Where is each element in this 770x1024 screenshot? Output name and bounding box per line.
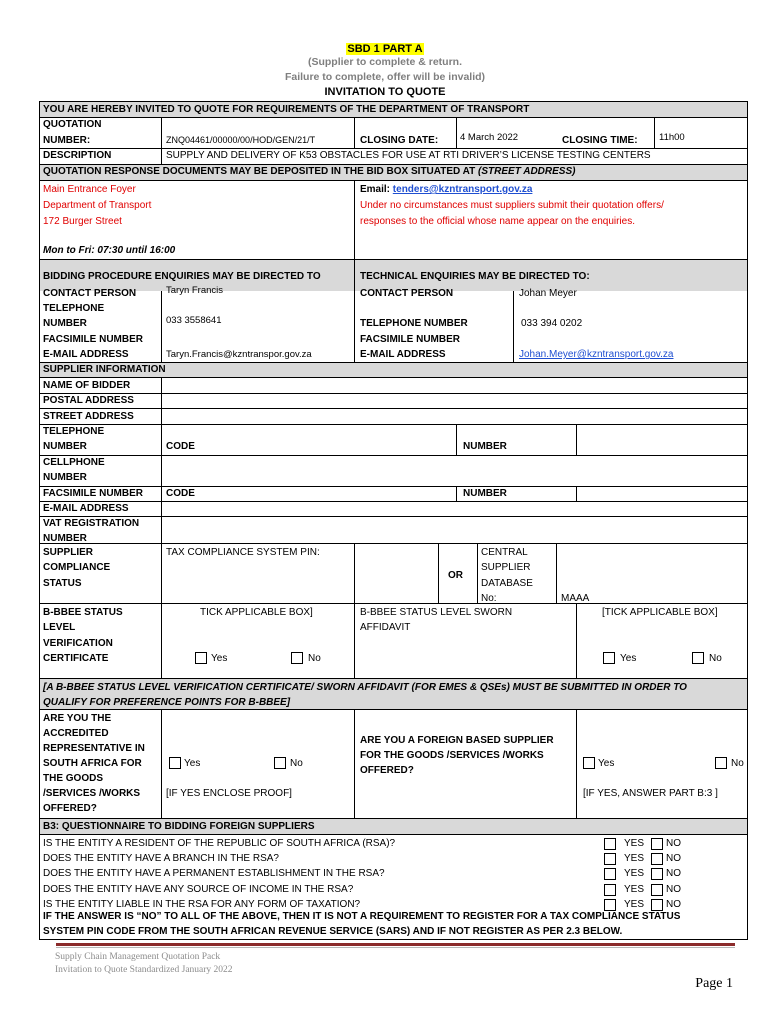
- questionnaire-question: IS THE ENTITY A RESIDENT OF THE REPUBLIC OF SOUTH AFRICA (RSA)?: [43, 838, 396, 849]
- postal-address-field[interactable]: [162, 394, 747, 408]
- questionnaire-no-label: NO: [666, 883, 681, 895]
- or-label: OR: [448, 570, 463, 581]
- footer-rule-thin: [56, 947, 735, 948]
- street-address-label: STREET ADDRESS: [43, 411, 134, 422]
- questionnaire-question: IS THE ENTITY LIABLE IN THE RSA FOR ANY FORM OF TAXATION?: [43, 898, 361, 910]
- deposit-heading: [43, 164, 575, 180]
- quotation-label-1: QUOTATION: [43, 119, 102, 130]
- bbbee-certificate-no-label: No: [308, 653, 321, 664]
- bidding-telephone-label-1: TELEPHONE: [43, 303, 105, 314]
- bidder-name-label: NAME OF BIDDER: [43, 380, 131, 391]
- tender-email-link[interactable]: tenders@kzntransport.gov.za: [392, 184, 533, 195]
- foreign-supplier-yes-checkbox[interactable]: [583, 757, 595, 769]
- cellphone-label-1: CELLPHONE: [43, 457, 105, 468]
- footer-line-1: Supply Chain Management Quotation Pack: [55, 952, 221, 962]
- questionnaire-no-checkbox[interactable]: [651, 853, 663, 865]
- supplier-telephone-label-1: TELEPHONE: [43, 426, 105, 437]
- representative-no-label: No: [290, 758, 303, 769]
- tick-box-left: TICK APPLICABLE BOX]: [200, 607, 313, 618]
- questionnaire-closing-line-2: SYSTEM PIN CODE FROM THE SOUTH AFRICAN REVENUE SERVICE (SARS) AND IF NOT REGISTER AS PER 2.3 BELOW.: [43, 926, 623, 937]
- foreign-supplier-yes-label: Yes: [598, 758, 615, 769]
- questionnaire-yes-label: YES: [624, 868, 645, 880]
- representative-yes-label: Yes: [184, 758, 201, 769]
- closing-date-value[interactable]: 4 March 2022: [460, 132, 519, 143]
- compliance-label-2: COMPLIANCE: [43, 562, 111, 573]
- quotation-form: [39, 101, 748, 940]
- page-number: Page 1: [695, 976, 733, 991]
- csd-label-4: No:: [481, 593, 497, 604]
- representative-label-2: ACCREDITED: [43, 728, 109, 739]
- csd-label-2: SUPPLIER: [481, 562, 531, 573]
- enclose-proof-note: [IF YES ENCLOSE PROOF]: [166, 788, 292, 799]
- bbbee-label-2: LEVEL: [43, 622, 76, 633]
- supplier-note: (Supplier to complete & return.: [307, 56, 462, 68]
- questionnaire-question: DOES THE ENTITY HAVE ANY SOURCE OF INCOME IN THE RSA?: [43, 883, 354, 895]
- supplier-heading: SUPPLIER INFORMATION: [43, 364, 166, 375]
- answer-b3-note: [IF YES, ANSWER PART B:3 ]: [583, 788, 718, 799]
- questionnaire-no-label: NO: [666, 853, 681, 865]
- csd-label-3: DATABASE: [481, 578, 533, 589]
- sworn-affidavit-yes-checkbox[interactable]: [603, 652, 615, 664]
- technical-email-link[interactable]: Johan.Meyer@kzntransport.gov.za: [519, 349, 674, 360]
- tender-email: [360, 182, 532, 198]
- bidding-telephone-label-2: NUMBER: [43, 318, 87, 329]
- representative-label-1: ARE YOU THE: [43, 713, 112, 724]
- technical-email-label: E-MAIL ADDRESS: [360, 349, 446, 360]
- bbbee-notice-line-2: QUALIFY FOR PREFERENCE POINTS FOR B-BBEE]: [43, 697, 291, 708]
- address-line-1: Main Entrance Foyer: [43, 184, 136, 195]
- address-line-2: Department of Transport: [43, 200, 152, 211]
- representative-label-4: SOUTH AFRICA FOR: [43, 758, 142, 769]
- questionnaire-yes-label: YES: [624, 883, 645, 895]
- foreign-supplier-label-1: ARE YOU A FOREIGN BASED SUPPLIER: [360, 735, 554, 746]
- bbbee-certificate-yes-label: Yes: [211, 653, 228, 664]
- foreign-supplier-no-checkbox[interactable]: [715, 757, 727, 769]
- questionnaire-yes-label: YES: [624, 898, 645, 910]
- telephone-number-label: NUMBER: [463, 441, 507, 452]
- questionnaire-yes-checkbox[interactable]: [604, 884, 616, 896]
- questionnaire-yes-label: YES: [624, 853, 645, 865]
- bidding-telephone-value[interactable]: 033 3558641: [166, 315, 222, 326]
- closing-time-label: CLOSING TIME:: [562, 135, 638, 146]
- questionnaire-no-checkbox[interactable]: [651, 884, 663, 896]
- bidding-contact-label: CONTACT PERSON: [43, 288, 137, 299]
- bbbee-label-4: CERTIFICATE: [43, 653, 109, 664]
- tick-box-right: [TICK APPLICABLE BOX]: [602, 607, 718, 618]
- bidder-name-field[interactable]: [162, 378, 747, 393]
- supplier-telephone-label-2: NUMBER: [43, 441, 87, 452]
- failure-note: Failure to complete, offer will be invalid): [284, 71, 486, 83]
- form-title: INVITATION TO QUOTE: [324, 86, 446, 98]
- bbbee-certificate-yes-checkbox[interactable]: [195, 652, 207, 664]
- representative-label-6: /SERVICES /WORKS: [43, 788, 141, 799]
- representative-yes-checkbox[interactable]: [169, 757, 181, 769]
- tax-pin-field[interactable]: [355, 544, 438, 603]
- tax-pin-label: TAX COMPLIANCE SYSTEM PIN:: [166, 547, 320, 558]
- sworn-affidavit-no-checkbox[interactable]: [692, 652, 704, 664]
- compliance-label-3: STATUS: [43, 578, 82, 589]
- supplier-email-field[interactable]: [162, 502, 747, 516]
- csd-label-1: CENTRAL: [481, 547, 528, 558]
- invitation-text: YOU ARE HEREBY INVITED TO QUOTE FOR REQUIREMENTS OF THE DEPARTMENT OF TRANSPORT: [43, 104, 530, 115]
- form-code: [0, 43, 770, 55]
- office-hours: Mon to Fri: 07:30 until 16:00: [43, 245, 176, 256]
- address-line-3: 172 Burger Street: [43, 216, 122, 227]
- facsimile-number-field[interactable]: [577, 487, 747, 501]
- notice-line-2: responses to the official whose name appear on the enquiries.: [360, 216, 635, 227]
- closing-time-value[interactable]: 11h00: [659, 132, 685, 143]
- questionnaire-no-label: NO: [666, 898, 681, 910]
- sworn-affidavit-label-1: B-BBEE STATUS LEVEL SWORN: [360, 607, 513, 618]
- description-label: DESCRIPTION: [43, 150, 112, 161]
- foreign-supplier-label-3: OFFERED?: [360, 765, 414, 776]
- representative-no-checkbox[interactable]: [274, 757, 286, 769]
- foreign-supplier-no-label: No: [731, 758, 744, 769]
- bbbee-certificate-no-checkbox[interactable]: [291, 652, 303, 664]
- questionnaire-no-label: NO: [666, 868, 681, 880]
- questionnaire-no-label: NO: [666, 838, 681, 849]
- questionnaire-yes-checkbox[interactable]: [604, 868, 616, 880]
- technical-telephone-label: TELEPHONE NUMBER: [360, 318, 468, 329]
- foreign-supplier-label-2: FOR THE GOODS /SERVICES /WORKS: [360, 750, 544, 761]
- questionnaire-no-checkbox[interactable]: [651, 868, 663, 880]
- deposit-heading-italic: (STREET ADDRESS): [478, 166, 576, 177]
- bbbee-label-3: VERIFICATION: [43, 638, 113, 649]
- bidding-email-value[interactable]: Taryn.Francis@kzntranspor.gov.za: [166, 349, 312, 360]
- street-address-field[interactable]: [162, 409, 747, 424]
- sworn-affidavit-no-label: No: [709, 653, 722, 664]
- vat-number-field[interactable]: [162, 517, 747, 543]
- supplier-facsimile-label: FACSIMILE NUMBER: [43, 488, 143, 499]
- postal-address-label: POSTAL ADDRESS: [43, 395, 134, 406]
- vat-label-2: NUMBER: [43, 533, 87, 544]
- questionnaire-yes-label: YES: [624, 838, 645, 849]
- technical-enquiries-heading: TECHNICAL ENQUIRIES MAY BE DIRECTED TO:: [360, 271, 590, 282]
- technical-contact-value[interactable]: Johan Meyer: [519, 288, 577, 299]
- questionnaire-closing-line-1: IF THE ANSWER IS “NO” TO ALL OF THE ABOVE, THEN IT IS NOT A REQUIREMENT TO REGISTER FOR A TAX COMPLIANCE STATUS: [43, 911, 681, 922]
- footer-line-2: Invitation to Quote Standardized January 2022: [55, 965, 233, 975]
- form-code-text: SBD 1 PART A: [347, 43, 423, 55]
- representative-label-3: REPRESENTATIVE IN: [43, 743, 145, 754]
- deposit-heading-main: QUOTATION RESPONSE DOCUMENTS MAY BE DEPOSITED IN THE BID BOX SITUATED AT: [43, 166, 479, 177]
- telephone-number-field[interactable]: [577, 425, 747, 455]
- questionnaire-heading: B3: QUESTIONNAIRE TO BIDDING FOREIGN SUPPLIERS: [43, 821, 315, 832]
- bidding-email-label: E-MAIL ADDRESS: [43, 349, 129, 360]
- supplier-email-label: E-MAIL ADDRESS: [43, 503, 129, 514]
- cellphone-label-2: NUMBER: [43, 472, 87, 483]
- sworn-affidavit-label-2: AFFIDAVIT: [360, 622, 411, 633]
- technical-contact-label: CONTACT PERSON: [360, 288, 454, 299]
- questionnaire-question: DOES THE ENTITY HAVE A BRANCH IN THE RSA?: [43, 853, 279, 865]
- technical-telephone-value[interactable]: 033 394 0202: [521, 318, 583, 329]
- questionnaire-yes-checkbox[interactable]: [604, 853, 616, 865]
- representative-label-7: OFFERED?: [43, 803, 97, 814]
- bbbee-notice-line-1: [A B-BBEE STATUS LEVEL VERIFICATION CERTIFICATE/ SWORN AFFIDAVIT (FOR EMES & QSEs) MUST BE SUBMITTED IN ORDER TO: [43, 682, 687, 693]
- facsimile-number-label: NUMBER: [463, 488, 507, 499]
- quotation-label-2: NUMBER:: [43, 135, 91, 146]
- bidding-enquiries-heading: BIDDING PROCEDURE ENQUIRIES MAY BE DIRECTED TO: [43, 271, 321, 282]
- quotation-number[interactable]: ZNQ04461/00000/00/HOD/GEN/21/T: [166, 135, 316, 145]
- compliance-label-1: SUPPLIER: [43, 547, 94, 558]
- csd-prefix[interactable]: MAAA: [561, 593, 590, 604]
- questionnaire-no-checkbox[interactable]: [651, 838, 663, 850]
- email-label: Email:: [360, 184, 393, 195]
- sworn-affidavit-yes-label: Yes: [620, 653, 637, 664]
- representative-label-5: THE GOODS: [43, 773, 104, 784]
- questionnaire-yes-checkbox[interactable]: [604, 838, 616, 850]
- technical-facsimile-label: FACSIMILE NUMBER: [360, 334, 460, 345]
- bidding-contact-value[interactable]: Taryn Francis: [166, 285, 224, 296]
- bbbee-label-1: B-BBEE STATUS: [43, 607, 123, 618]
- closing-date-label: CLOSING DATE:: [360, 135, 439, 146]
- notice-line-1: Under no circumstances must suppliers submit their quotation offers/: [360, 200, 664, 211]
- facsimile-code-label: CODE: [166, 488, 195, 499]
- footer-rule: [56, 943, 735, 946]
- cellphone-field[interactable]: [162, 456, 747, 486]
- bidding-facsimile-label: FACSIMILE NUMBER: [43, 334, 143, 345]
- questionnaire-question: DOES THE ENTITY HAVE A PERMANENT ESTABLISHMENT IN THE RSA?: [43, 868, 385, 880]
- telephone-code-label: CODE: [166, 441, 195, 452]
- description-value[interactable]: SUPPLY AND DELIVERY OF K53 OBSTACLES FOR USE AT RTI DRIVER’S LICENSE TESTING CENTERS: [166, 150, 651, 161]
- vat-label-1: VAT REGISTRATION: [43, 518, 140, 529]
